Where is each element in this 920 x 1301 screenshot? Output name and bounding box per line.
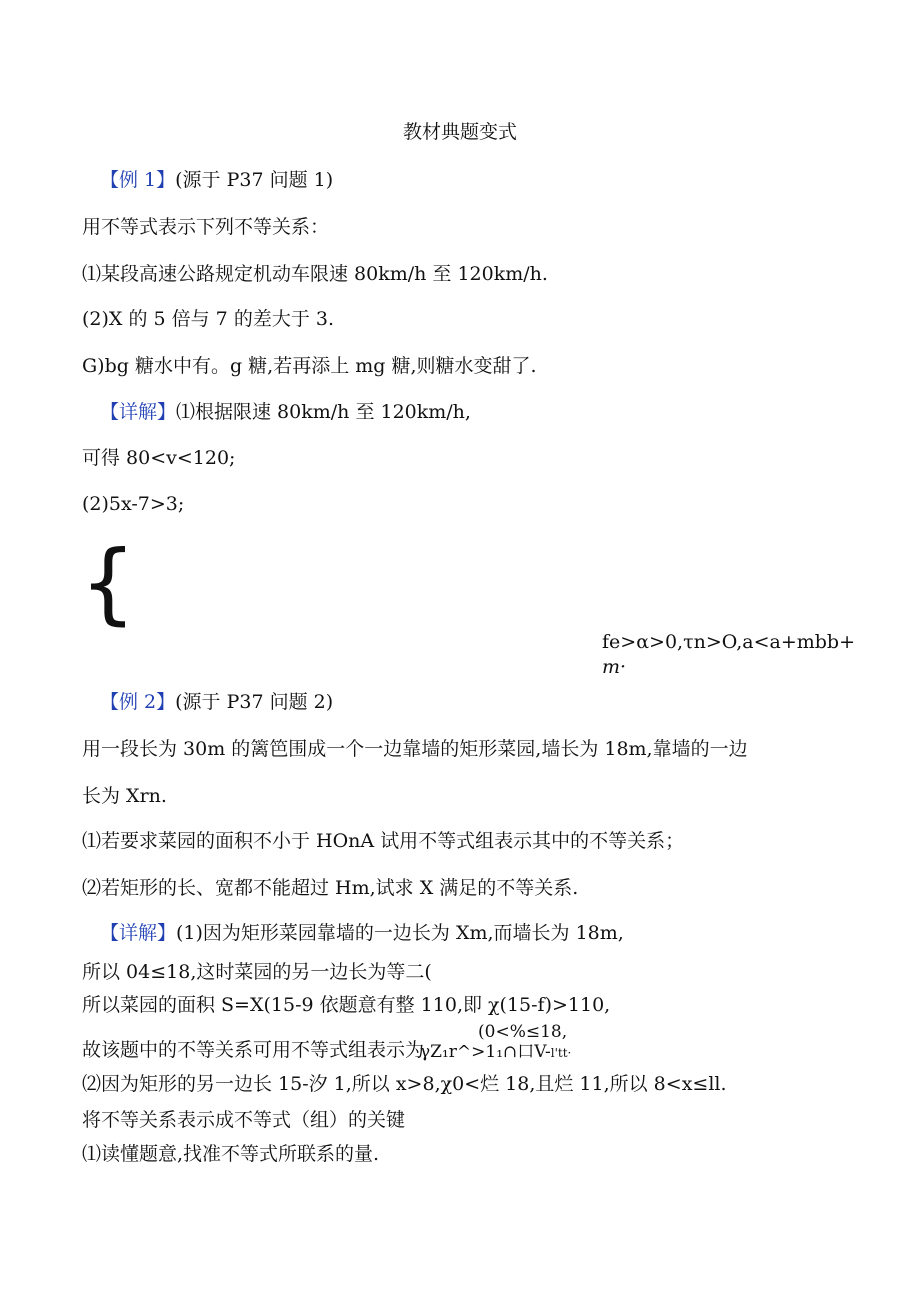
example-1-line: 用不等式表示下列不等关系： bbox=[82, 216, 330, 238]
solution-2-heading bbox=[100, 921, 624, 945]
example-1-line: ⑴某段高速公路规定机动车限速 80km/h 至 120km/h. bbox=[82, 263, 548, 285]
solution-1-heading bbox=[100, 400, 471, 424]
example-1-line: G)bg 糖水中有。g 糖,若再添上 mg 糖,则糖水变甜了. bbox=[82, 355, 537, 377]
key-point-heading: 将不等关系表示成不等式（组）的关键 bbox=[82, 1109, 406, 1131]
key-point-line: ⑴读懂题意,找准不等式所联系的量. bbox=[82, 1143, 380, 1165]
example-2-line: ⑵若矩形的长、宽都不能超过 Hm,试求 X 满足的不等关系. bbox=[82, 877, 579, 899]
left-brace: { bbox=[80, 531, 136, 634]
solution-2-text: (1)因为矩形菜园靠墙的一边长为 Xm,而墙长为 18m, bbox=[176, 922, 624, 944]
inequality-system-main: γZ₁r^>1₁∩口V- bbox=[420, 1042, 551, 1062]
solution-1-text: ⑴根据限速 80km/h 至 120km/h, bbox=[176, 401, 471, 423]
solution-1-line: 可得 80<v<120; bbox=[82, 447, 236, 469]
solution-1-tag: 【详解】 bbox=[100, 401, 177, 423]
example-2-line: ⑴若要求菜园的面积不小于 HOnA 试用不等式组表示其中的不等关系； bbox=[82, 830, 685, 852]
example-2-line: 用一段长为 30m 的篱笆围成一个一边靠墙的矩形菜园,墙长为 18m,靠墙的一边 bbox=[82, 738, 748, 760]
solution-2-line: 所以 04≤18,这时菜园的另一边长为等二( bbox=[82, 961, 432, 983]
formula-line-1: fe>α>0,τn>O,a<a+mbb+ bbox=[602, 631, 856, 653]
solution-2-line: 所以菜园的面积 S=X(15-9 依题意有整 110,即 χ(15-f)>110, bbox=[82, 994, 611, 1016]
example-2-heading bbox=[100, 690, 333, 714]
example-1-source: (源于 P37 问题 1) bbox=[175, 169, 334, 191]
example-2-tag: 【例 2】 bbox=[100, 691, 176, 713]
example-1-heading bbox=[100, 168, 333, 192]
example-2-source: (源于 P37 问题 2) bbox=[175, 691, 334, 713]
example-1-tag: 【例 1】 bbox=[100, 169, 176, 191]
solution-2-line: ⑵因为矩形的另一边长 15-汐 1,所以 x>8,χ0<烂 18,且烂 11,所以 8<x≤ll. bbox=[82, 1073, 727, 1095]
solution-1-line: (2)5x-7>3; bbox=[82, 493, 185, 515]
formula-line-2: m· bbox=[602, 656, 627, 678]
page-title: 教材典题变式 bbox=[402, 121, 517, 143]
example-2-line: 长为 Xrn. bbox=[82, 785, 167, 807]
inequality-system-top: (0<%≤18, bbox=[478, 1022, 568, 1042]
example-1-line: (2)X 的 5 倍与 7 的差大于 3. bbox=[82, 308, 334, 330]
solution-2-line: 故该题中的不等关系可用不等式组表示为 bbox=[82, 1039, 425, 1061]
inequality-system-tail: l'tt· bbox=[550, 1046, 572, 1060]
inequality-system-garbled bbox=[420, 1042, 571, 1063]
solution-2-tag: 【详解】 bbox=[100, 922, 177, 944]
